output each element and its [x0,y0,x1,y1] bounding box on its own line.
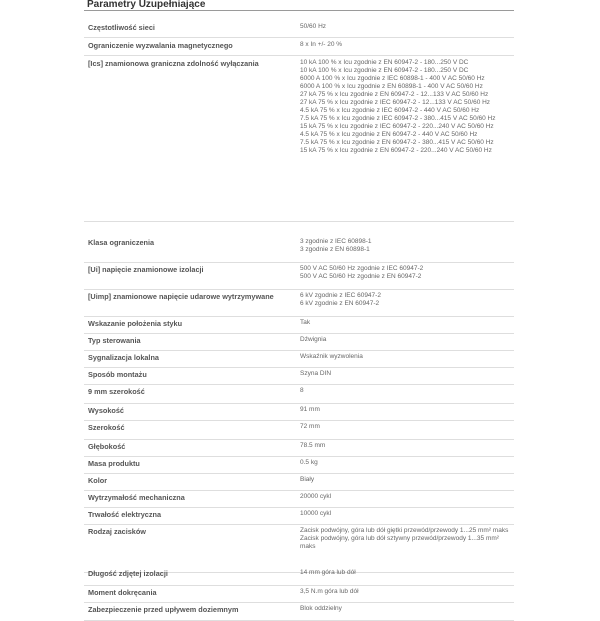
spec-value-line: 4.5 kA 75 % x Icu zgodnie z IEC 60947-2 - 440 V AC 50/60 Hz [300,107,480,114]
spec-row [84,39,514,56]
spec-value-line: 72 mm [300,423,320,430]
spec-value [294,404,514,420]
section-title: Parametry Uzupełniające [84,0,514,11]
spec-row [84,368,514,385]
spec-value-line: 10000 cykl [300,510,332,517]
spec-row [84,508,514,525]
spec-row [84,491,514,508]
spec-value [294,491,514,507]
spec-value [294,457,514,473]
spec-value-line: 7.5 kA 75 % x Icu zgodnie z IEC 60947-2 - 380...415 V AC 50/60 Hz [300,115,496,122]
spec-value-line: 15 kA 75 % x Icu zgodnie z EN 60947-2 - 220...240 V AC 50/60 Hz [300,147,492,154]
spec-value [294,440,514,456]
spec-value-line: 500 V AC 50/60 Hz zgodnie z IEC 60947-2 [300,265,424,272]
spec-label: Kolor [88,476,108,485]
spec-label: Głębokość [88,442,126,451]
spec-label: Długość zdjętej izolacji [88,569,168,578]
spec-row [84,525,514,573]
spec-value [294,21,514,37]
spec-label: [Uimp] znamionowe napięcie udarowe wytrzymywane [88,292,274,301]
spec-row [84,351,514,368]
spec-value [294,385,514,403]
spec-value-line: Zacisk podwójny, góra lub dół giętki przewód/przewody 1...25 mm² maks [300,527,509,534]
spec-row [84,404,514,421]
spec-row [84,567,514,586]
spec-value [294,39,514,55]
spec-label: Trwałość elektryczna [88,510,162,519]
spec-value [294,334,514,350]
spec-value-line: 15 kA 75 % x Icu zgodnie z IEC 60947-2 - 220...240 V AC 50/60 Hz [300,123,494,130]
spec-value-line: 6000 A 100 % x Icu zgodnie z EN 60898-1 - 400 V AC 50/60 Hz [300,83,483,90]
spec-value-line: 3 zgodnie z IEC 60898-1 [300,238,372,245]
spec-value-line: Zacisk podwójny, góra lub dół sztywny przewód/przewody 1...35 mm² maks [300,535,499,550]
spec-value [294,567,514,585]
spec-label: 9 mm szerokość [88,387,145,396]
spec-row [84,385,514,404]
spec-label: Wytrzymałość mechaniczna [88,493,185,502]
spec-value-line: 78.5 mm [300,442,326,449]
spec-label: Sygnalizacja lokalna [88,353,159,362]
spec-value-line: 3,5 N.m góra lub dół [300,588,359,595]
spec-value-line: 6000 A 100 % x Icu zgodnie z IEC 60898-1 - 400 V AC 50/60 Hz [300,75,485,82]
spec-value-line: 20000 cykl [300,493,332,500]
spec-label: Wysokość [88,406,124,415]
spec-value-line: Wskaźnik wyzwolenia [300,353,363,360]
spec-value-line: 27 kA 75 % x Icu zgodnie z EN 60947-2 - 12...133 V AC 50/60 Hz [300,91,489,98]
spec-label: Typ sterowania [88,336,141,345]
spec-row [84,317,514,334]
spec-value [294,525,514,572]
spec-value-line: 6 kV zgodnie z EN 60947-2 [300,300,380,307]
spec-value-line: 500 V AC 50/60 Hz zgodnie z EN 60947-2 [300,273,422,280]
spec-label: [Ui] napięcie znamionowe izolacji [88,265,204,274]
spec-row [84,263,514,290]
spec-value [294,290,514,316]
spec-value-line: Blok oddzielny [300,605,342,612]
spec-row [84,290,514,317]
spec-value-line: 7.5 kA 75 % x Icu zgodnie z EN 60947-2 - 380...415 V AC 50/60 Hz [300,139,494,146]
spec-value-line: 3 zgodnie z EN 60898-1 [300,246,370,253]
spec-label: Szerokość [88,423,125,432]
spec-value-line: 27 kA 75 % x Icu zgodnie z IEC 60947-2 - 12...133 V AC 50/60 Hz [300,99,491,106]
spec-value-line: Tak [300,319,311,326]
spec-value [294,317,514,333]
spec-row [84,334,514,351]
spec-value [294,368,514,384]
spec-value-line: 10 kA 100 % x Icu zgodnie z EN 60947-2 - 180...250 V DC [300,59,469,66]
spec-label: Częstotliwość sieci [88,23,155,32]
spec-label: Moment dokręcania [88,588,157,597]
spec-value [294,421,514,439]
spec-row [84,474,514,491]
spec-label: Klasa ograniczenia [88,238,155,247]
spec-value [294,351,514,367]
spec-row [84,603,514,621]
spec-value-line: 6 kV zgodnie z IEC 60947-2 [300,292,381,299]
spec-label: Wskazanie położenia styku [88,319,183,328]
spec-value-line: 8 [300,387,304,394]
spec-label: Masa produktu [88,459,140,468]
spec-row [84,57,514,222]
spec-label: Ograniczenie wyzwalania magnetycznego [88,41,233,50]
spec-value [294,236,514,262]
spec-row [84,586,514,603]
spec-value-line: 50/60 Hz [300,23,327,30]
spec-value-line: Biały [300,476,315,483]
spec-value-line: Dźwignia [300,336,327,343]
spec-value [294,508,514,524]
spec-value [294,474,514,490]
spec-sheet [84,0,514,614]
spec-value-line: 8 x In +/- 20 % [300,41,343,48]
spec-value [294,263,514,289]
spec-value-line: 91 mm [300,406,320,413]
spec-row [84,457,514,474]
spec-row [84,421,514,440]
spec-value [294,57,514,221]
spec-value-line: 4.5 kA 75 % x Icu zgodnie z EN 60947-2 - 440 V AC 50/60 Hz [300,131,478,138]
spec-row [84,440,514,457]
spec-value-line: 0.5 kg [300,459,318,466]
spec-value-line: 10 kA 100 % x Icu zgodnie z EN 60947-2 - 180...250 V DC [300,67,469,74]
spec-value [294,603,514,620]
spec-label: [Ics] znamionowa graniczna zdolność wyłączania [88,59,259,68]
spec-label: Rodzaj zacisków [88,527,146,536]
spec-value-line: 14 mm góra lub dół [300,569,356,576]
spec-value-line: Szyna DIN [300,370,332,377]
spec-row [84,21,514,38]
spec-row [84,236,514,263]
spec-label: Zabezpieczenie przed upływem doziemnym [88,605,239,614]
spec-label: Sposób montażu [88,370,147,379]
